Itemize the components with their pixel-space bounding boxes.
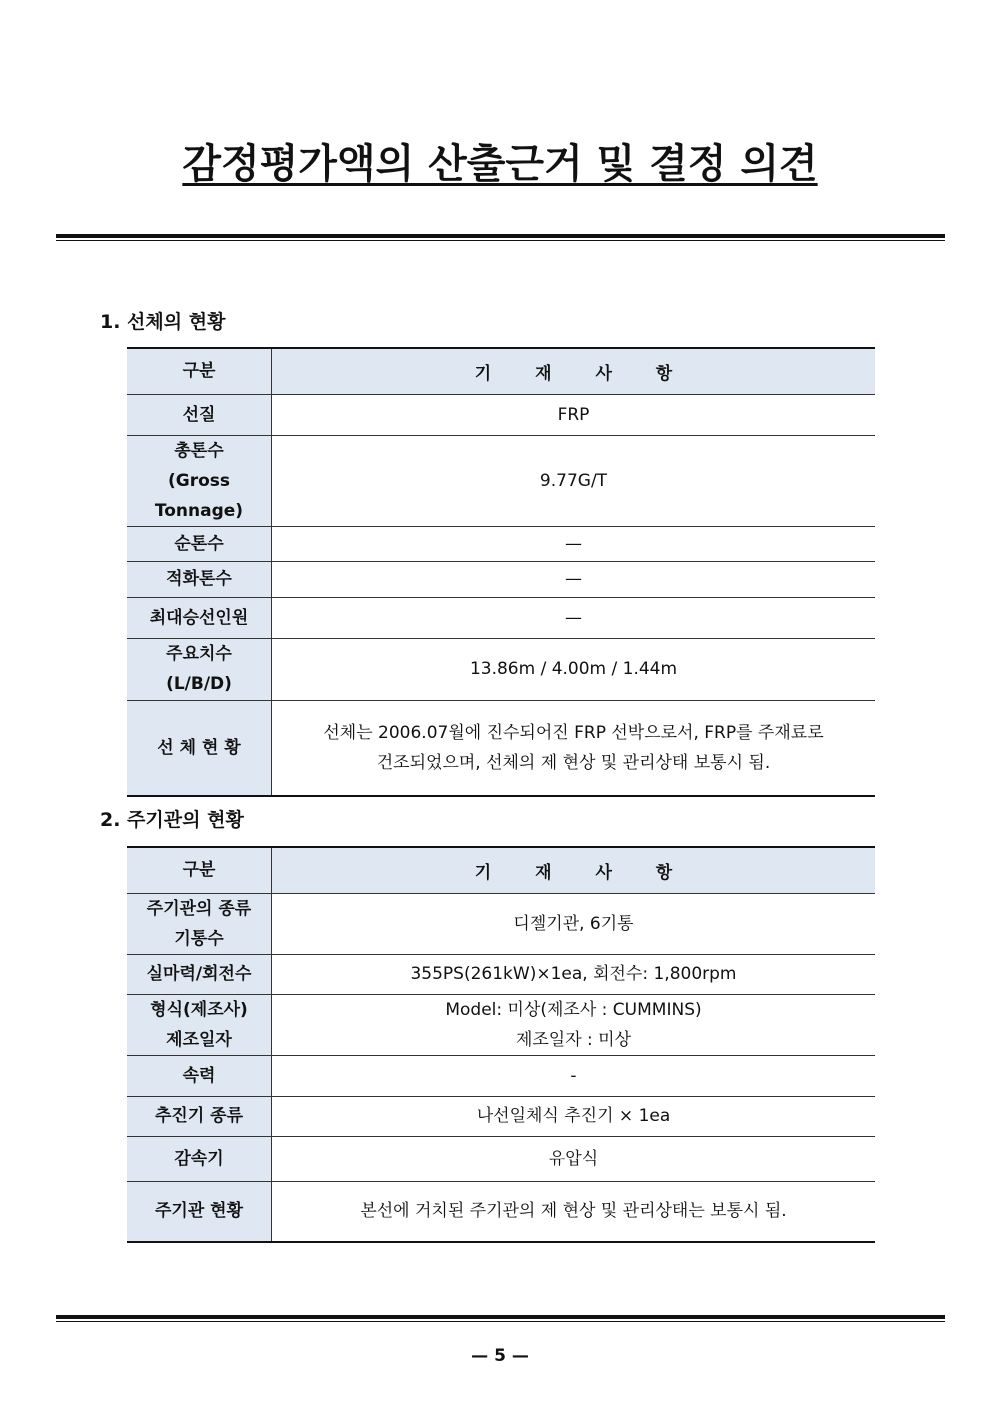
row-label-line1: 주기관의 종류 <box>146 898 252 919</box>
row-label: 주기관 현황 <box>127 1181 272 1242</box>
table-row <box>127 435 875 526</box>
row-label-line2: (Gross Tonnage) <box>154 470 244 521</box>
row-label: 적화톤수 <box>127 561 272 597</box>
row-label <box>127 893 272 954</box>
row-value-line2: 건조되었으며, 선체의 제 현상 및 관리상태 보통시 됨. <box>376 752 771 773</box>
row-label: 추진기 종류 <box>127 1096 272 1136</box>
row-label: 선질 <box>127 394 272 435</box>
page-number: — 5 — <box>471 1346 529 1366</box>
header-label: 구분 <box>127 847 272 893</box>
table-header-row <box>127 847 875 893</box>
table-row <box>127 1096 875 1136</box>
row-label: 속력 <box>127 1055 272 1096</box>
row-value: 13.86m / 4.00m / 1.44m <box>272 638 876 700</box>
row-label: 최대승선인원 <box>127 597 272 638</box>
row-label <box>127 638 272 700</box>
row-label-line1: 총톤수 <box>174 440 224 461</box>
row-label <box>127 435 272 526</box>
section1-heading: 1. 선체의 현황 <box>100 311 226 333</box>
row-label: 순톤수 <box>127 526 272 561</box>
table-row <box>127 526 875 561</box>
table-row <box>127 597 875 638</box>
row-label: 실마력/회전수 <box>127 954 272 994</box>
table-row <box>127 1055 875 1096</box>
row-value: 유압식 <box>272 1136 876 1181</box>
row-value: 디젤기관, 6기통 <box>272 893 876 954</box>
table-header-row <box>127 348 875 394</box>
row-label-line2: 기통수 <box>174 928 224 949</box>
row-value: — <box>272 561 876 597</box>
table-row <box>127 893 875 954</box>
table-row <box>127 561 875 597</box>
header-value: 기 재 사 항 <box>272 348 876 394</box>
row-value-line2: 제조일자 : 미상 <box>515 1029 632 1050</box>
row-value-line1: Model: 미상(제조사 : CUMMINS) <box>445 999 702 1020</box>
table-row <box>127 394 875 435</box>
table-row <box>127 1181 875 1242</box>
row-value: — <box>272 597 876 638</box>
page-title-text: 감정평가액의 산출근거 및 결정 의견 <box>182 141 818 187</box>
table-row <box>127 954 875 994</box>
row-value: 355PS(261kW)×1ea, 회전수: 1,800rpm <box>272 954 876 994</box>
row-label-line1: 형식(제조사) <box>150 999 248 1020</box>
row-label-line2: (L/B/D) <box>166 674 232 694</box>
table-row <box>127 638 875 700</box>
row-value <box>272 994 876 1055</box>
table-row <box>127 994 875 1055</box>
row-label: 감속기 <box>127 1136 272 1181</box>
row-value: - <box>272 1055 876 1096</box>
row-value: FRP <box>272 394 876 435</box>
row-value-line1: 선체는 2006.07월에 진수되어진 FRP 선박으로서, FRP를 주재료로 <box>323 722 824 743</box>
row-value: 나선일체식 추진기 × 1ea <box>272 1096 876 1136</box>
row-label-line2: 제조일자 <box>166 1029 232 1050</box>
section2-heading: 2. 주기관의 현황 <box>100 809 244 831</box>
bottom-divider <box>56 1315 945 1322</box>
row-label-line1: 주요치수 <box>166 644 232 664</box>
header-value: 기 재 사 항 <box>272 847 876 893</box>
row-value: — <box>272 526 876 561</box>
table-row <box>127 1136 875 1181</box>
engine-status-table <box>127 846 875 1243</box>
table-row <box>127 700 875 796</box>
row-label <box>127 994 272 1055</box>
top-divider <box>56 234 945 241</box>
header-label: 구분 <box>127 348 272 394</box>
row-label: 선 체 현 황 <box>127 700 272 796</box>
row-value: 9.77G/T <box>272 435 876 526</box>
page-title <box>0 132 1000 189</box>
row-value: 본선에 거치된 주기관의 제 현상 및 관리상태는 보통시 됨. <box>272 1181 876 1242</box>
hull-status-table <box>127 347 875 797</box>
row-value <box>272 700 876 796</box>
